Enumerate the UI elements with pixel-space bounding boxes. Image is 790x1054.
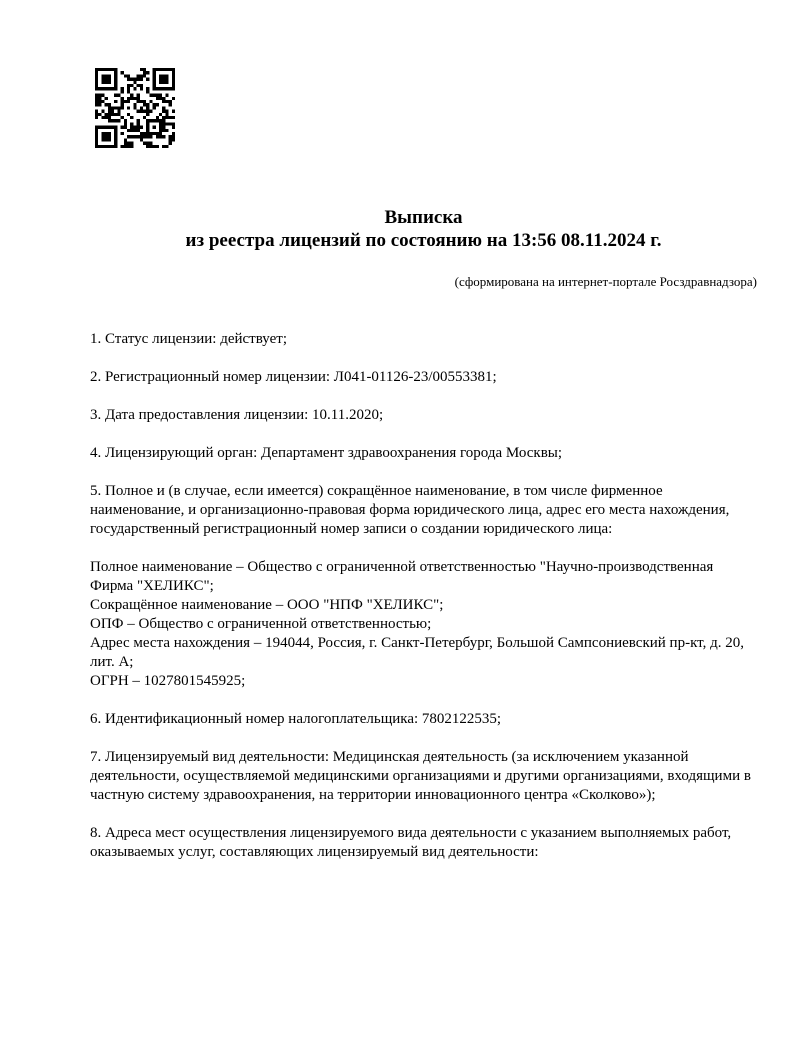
org-full-name-line: Полное наименование – Общество с ограниченной ответственностью "Научно-производственная Фирма "ХЕЛИКС"; bbox=[90, 559, 714, 594]
paragraph-6-inn: 6. Идентификационный номер налогоплательщика: 7802122535; bbox=[90, 711, 502, 727]
paragraph-1-license-status: 1. Статус лицензии: действует; bbox=[90, 331, 287, 347]
paragraph-7-activity-type: 7. Лицензируемый вид деятельности: Медицинская деятельность (за исключением указанной деятельности, осуществляемой медицинскими организациями и другими организациями, входящими в частную систему здравоохранения, на территории инновационного центра «Сколково»); bbox=[90, 749, 751, 803]
document-title-line1: Выписка bbox=[384, 207, 463, 228]
document-title-line2: из реестра лицензий по состоянию на 13:56 08.11.2024 г. bbox=[185, 230, 662, 251]
document-title bbox=[90, 206, 757, 252]
org-legal-form-line: ОПФ – Общество с ограниченной ответственностью; bbox=[90, 616, 432, 632]
document-subtitle: (сформирована на интернет-портале Росздравнадзора) bbox=[454, 274, 757, 289]
org-address-line: Адрес места нахождения – 194044, Россия, г. Санкт-Петербург, Большой Сампсониевский пр-кт, д. 20, лит. А; bbox=[90, 635, 744, 670]
paragraph-4-licensing-authority: 4. Лицензирующий орган: Департамент здравоохранения города Москвы; bbox=[90, 445, 563, 461]
document-body bbox=[90, 330, 757, 862]
paragraph-8-activity-addresses: 8. Адреса мест осуществления лицензируемого вида деятельности с указанием выполняемых работ, оказываемых услуг, составляющих лицензируемый вид деятельности: bbox=[90, 825, 732, 860]
org-ogrn-line: ОГРН – 1027801545925; bbox=[90, 673, 246, 689]
org-short-name-line: Сокращённое наименование – ООО "НПФ "ХЕЛИКС"; bbox=[90, 597, 444, 613]
org-details-block bbox=[90, 558, 757, 691]
paragraph-2-registration-number: 2. Регистрационный номер лицензии: Л041-01126-23/00553381; bbox=[90, 369, 497, 385]
qr-code-icon bbox=[95, 68, 175, 148]
paragraph-3-grant-date: 3. Дата предоставления лицензии: 10.11.2020; bbox=[90, 407, 384, 423]
paragraph-5-org-name-intro: 5. Полное и (в случае, если имеется) сокращённое наименование, в том числе фирменное наименование, и организационно-правовая форма юридического лица, адрес его места нахождения, государственный регистрационный номер записи о создании юридического лица: bbox=[90, 483, 730, 537]
